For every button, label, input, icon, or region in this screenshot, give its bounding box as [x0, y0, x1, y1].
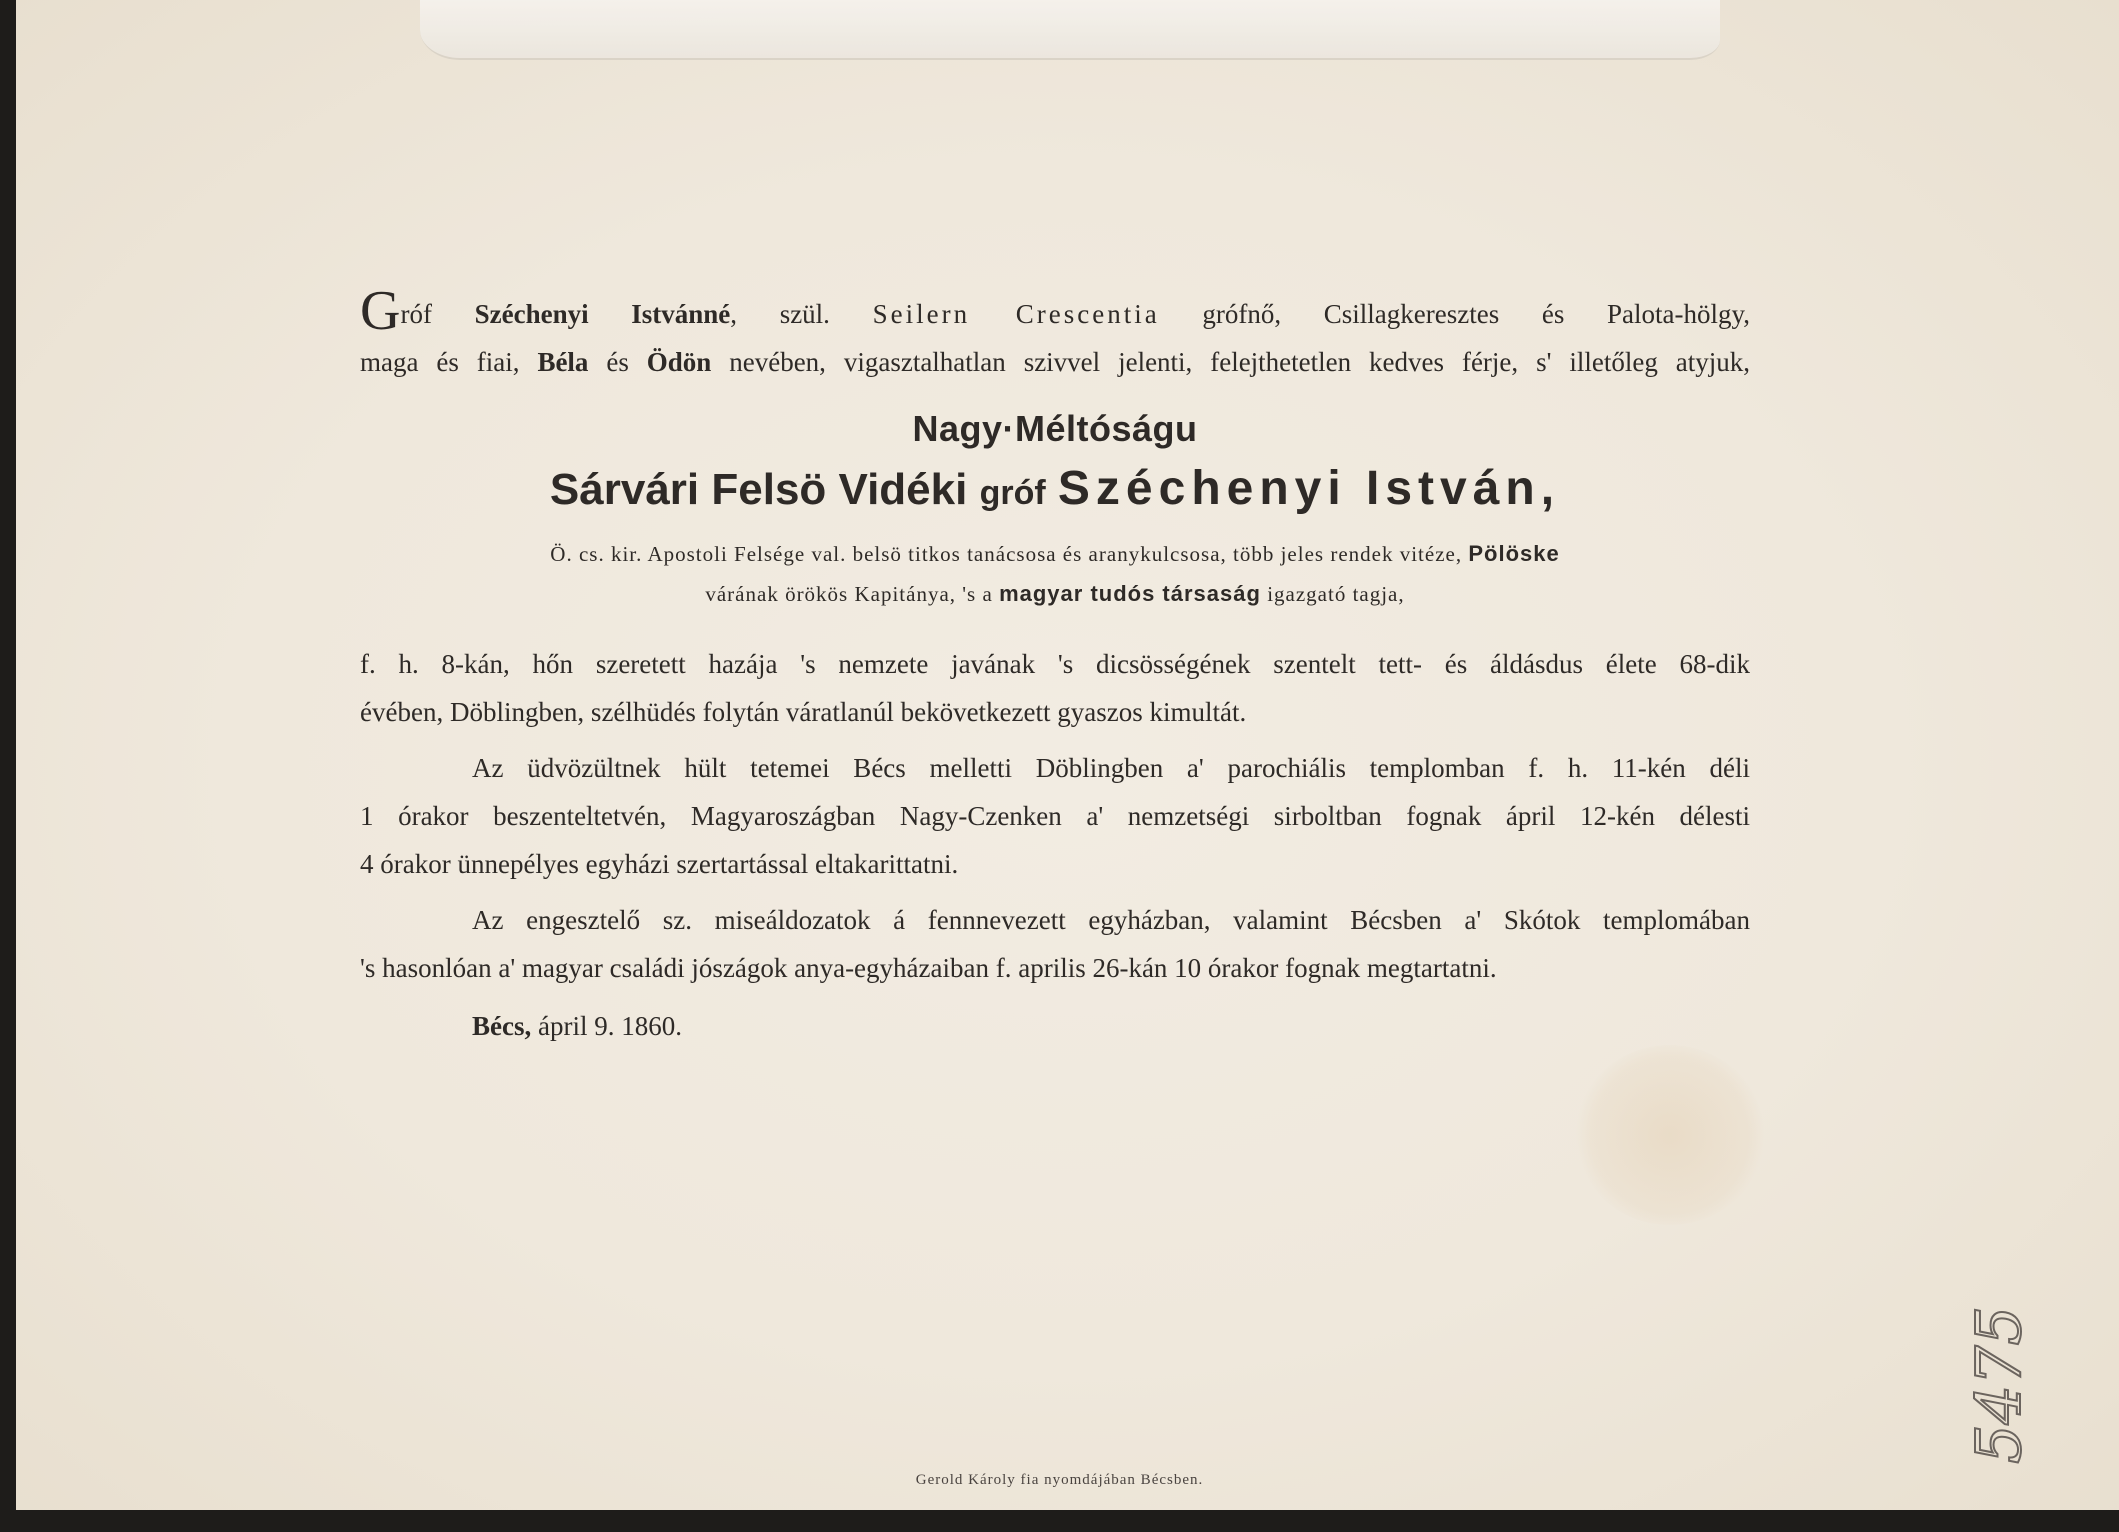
handwritten-archive-number: [1962, 1270, 2065, 1500]
funeral-paragraph: [360, 744, 1750, 888]
death-paragraph: [360, 640, 1750, 736]
intro-line-1: Gróf Széchenyi Istvánné, szül. Seilern Crescentia grófnő, Csillagkeresztes és Palota-hölgy,: [360, 280, 1750, 342]
masses-paragraph: [360, 896, 1750, 992]
maiden-name: Seilern Crescentia: [872, 299, 1160, 329]
drop-cap: G: [360, 280, 401, 342]
torn-paper-edge: [420, 0, 1720, 60]
obituary-notice: [360, 280, 1750, 1050]
printer-imprint: Gerold Károly fia nyomdájában Bécsben.: [915, 1472, 1204, 1488]
death-line-1: f. h. 8-kán, hőn szeretett hazája 's nemzete javának 's dicsösségének szentelt tett- és áldásdus élete 68-dik: [360, 649, 1750, 679]
place-and-date: Bécs, ápril 9. 1860.: [472, 1011, 682, 1041]
titles-line-2: várának örökös Kapitánya, 's a magyar tudós társaság igazgató tagja,: [705, 581, 1405, 606]
paper-stain: [1575, 1045, 1765, 1225]
black-mourning-border-bottom: [0, 1510, 2119, 1532]
titles-line-1: Ö. cs. kir. Apostoli Felsége val. belsö titkos tanácsosa és aranykulcsosa, több jeles rendek vitéze, Pölöske: [550, 541, 1560, 566]
death-line-2: évében, Döblingben, szélhüdés folytán váratlanúl bekövetkezett gyaszos kimultát.: [360, 697, 1247, 727]
masses-line-2: 's hasonlóan a' magyar családi jószágok anya-egyházaiban f. aprilis 26-kán 10 órakor fognak megtartatni.: [360, 953, 1497, 983]
honorific-heading: Nagy·Méltóságu: [912, 408, 1198, 449]
archive-number-text: 5475: [1962, 1306, 2035, 1464]
deceased-name-heading: Sárvári Felsö Vidéki gróf Széchenyi István,: [549, 462, 1561, 515]
son-name-odon: Ödön: [646, 347, 712, 377]
funeral-line-3: 4 órakor ünnepélyes egyházi szertartással eltakarittatni.: [360, 849, 959, 879]
funeral-line-2: 1 órakor beszenteltetvén, Magyaroszágban Nagy-Czenken a' nemzetségi sirboltban fognak ápril 12-kén délesti: [360, 801, 1750, 831]
widow-name: Széchenyi Istvánné: [474, 299, 731, 329]
deceased-titles: [360, 534, 1750, 614]
black-mourning-border-left: [0, 0, 16, 1532]
son-name-bela: Béla: [537, 347, 589, 377]
masses-line-1: Az engesztelő sz. miseáldozatok á fennnevezett egyházban, valamint Bécsben a' Skótok templomában: [472, 905, 1750, 935]
intro-paragraph: [360, 280, 1750, 386]
intro-line-2: maga és fiai, Béla és Ödön nevében, vigasztalhatlan szivvel jelenti, felejthetetlen kedves férje, s' illetőleg atyjuk,: [360, 347, 1750, 377]
funeral-line-1: Az üdvözültnek hült tetemei Bécs melletti Döblingben a' parochiális templomban f. h. 11-kén déli: [472, 753, 1750, 783]
